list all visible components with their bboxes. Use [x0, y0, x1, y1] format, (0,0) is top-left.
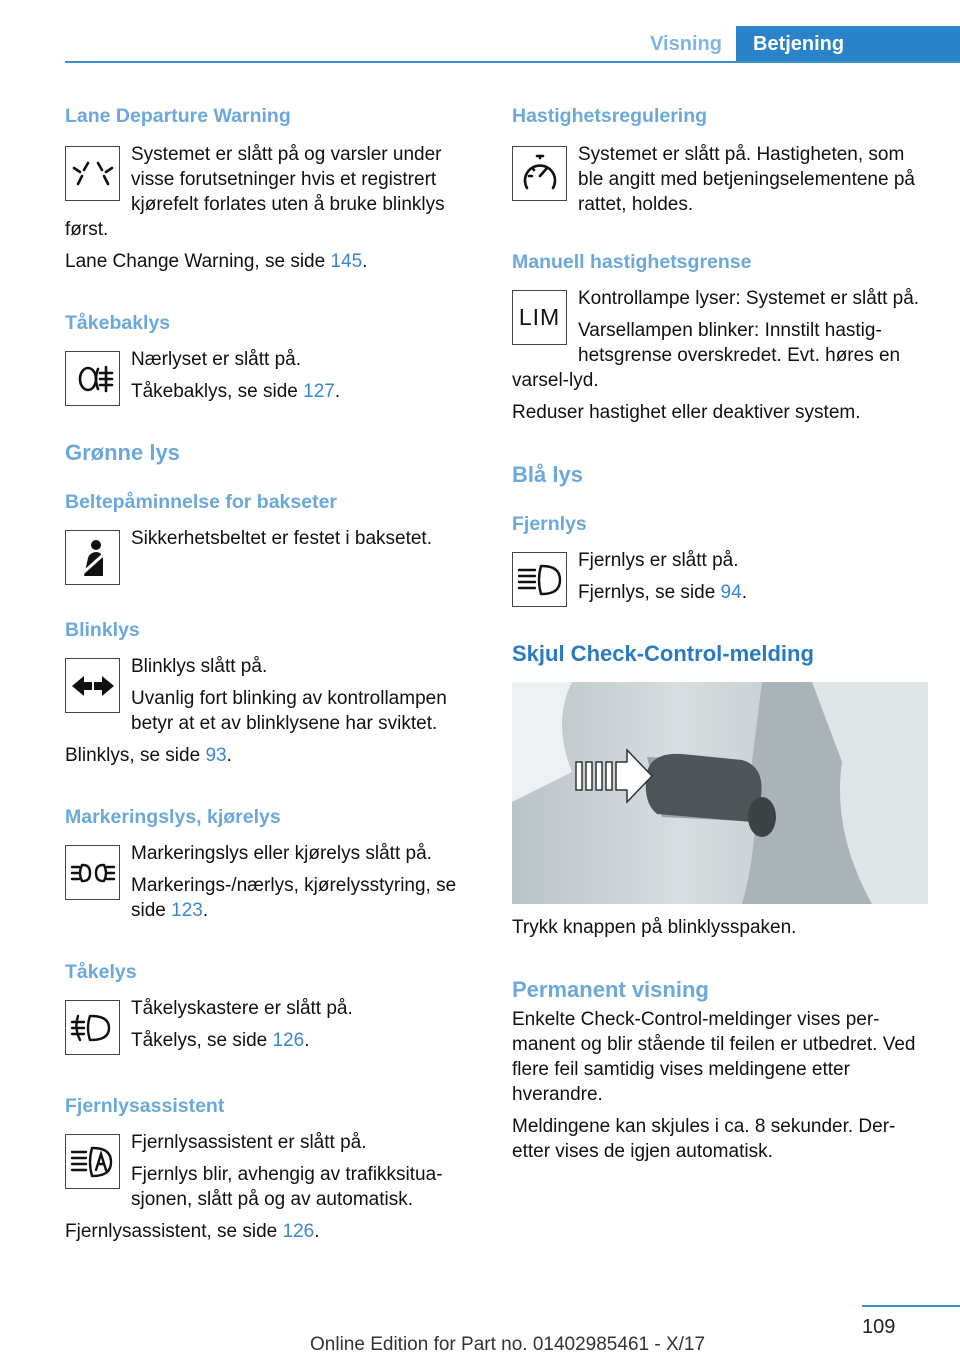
permanent-para2: Meldingene kan skjules i ca. 8 sekunder. Der-etter vises de igjen automatisk. — [512, 1116, 896, 1162]
rearfog-heading: Tåkebaklys — [65, 312, 171, 334]
highbeam-heading: Fjernlys — [512, 513, 587, 535]
hba-block — [65, 1130, 477, 1244]
limit-block — [512, 286, 930, 425]
green-lights-heading: Grønne lys — [65, 440, 180, 465]
tab-visning[interactable]: Visning — [650, 33, 722, 55]
lane-departure-icon — [65, 146, 120, 201]
cruise-block — [512, 142, 930, 217]
left-column — [65, 103, 477, 1244]
high-beam-icon — [512, 552, 567, 607]
fog-line1: Tåkelyskastere er slått på. — [131, 998, 353, 1019]
seatbelt-icon — [65, 530, 120, 585]
rear-fog-light-icon — [65, 351, 120, 406]
hba-ref: Fjernlysassistent, se side 126. — [65, 1221, 320, 1242]
rearfog-page-link[interactable]: 127 — [303, 381, 335, 402]
limit-line3: Reduser hastighet eller deaktiver system. — [512, 402, 861, 423]
marker-line1: Markeringslys eller kjørelys slått på. — [131, 843, 432, 864]
limit-line2: Varsellampen blinker: Innstilt hastig-hetsgrense overskredet. Evt. høres en varsel-lyd. — [512, 320, 901, 391]
cruise-text: Systemet er slått på. Hastigheten, som ble angitt med betjeningselementene på rattet, holdes. — [578, 144, 915, 215]
blink-line1: Blinklys slått på. — [131, 656, 268, 677]
blink-heading: Blinklys — [65, 619, 140, 641]
hide-caption: Trykk knappen på blinklysspaken. — [512, 917, 797, 938]
highbeam-line1: Fjernlys er slått på. — [578, 550, 739, 571]
blink-page-link[interactable]: 93 — [205, 745, 227, 766]
cruise-heading: Hastighetsregulering — [512, 105, 708, 127]
rearfog-ref: Tåkebaklys, se side 127. — [131, 381, 341, 402]
page-number: 109 — [862, 1316, 896, 1338]
blue-lights-heading: Blå lys — [512, 462, 583, 487]
belt-text: Sikkerhetsbeltet er festet i baksetet. — [131, 528, 432, 549]
edition-text: Online Edition for Part no. 01402985461 - X/17 — [310, 1334, 706, 1355]
rearfog-line1: Nærlyset er slått på. — [131, 349, 301, 370]
turn-signal-icon — [65, 658, 120, 713]
right-column — [512, 103, 930, 1164]
blink-ref: Blinklys, se side 93. — [65, 745, 232, 766]
parking-lights-icon — [65, 845, 120, 900]
fog-page-link[interactable]: 126 — [272, 1030, 305, 1051]
ldw-text: Systemet er slått på og varsler under visse forutsetninger hvis et registrert kjørefelt forlates uten å bruke blinklys først. — [65, 144, 445, 240]
hide-check-control-heading: Skjul Check-Control-melding — [512, 641, 814, 666]
hba-heading: Fjernlysassistent — [65, 1095, 225, 1117]
highbeam-block — [512, 548, 930, 609]
tab-betjening[interactable]: Betjening — [736, 26, 960, 62]
ldw-ref: Lane Change Warning, se side 145. — [65, 251, 368, 272]
permanent-heading: Permanent visning — [512, 977, 709, 1002]
highbeam-ref: Fjernlys, se side 94. — [578, 582, 747, 603]
hba-line2: Fjernlys blir, avhengig av trafikksitua-sjonen, slått på og av automatisk. — [131, 1164, 443, 1210]
belt-heading: Beltepåminnelse for bakseter — [65, 491, 338, 513]
belt-block — [65, 526, 477, 587]
cruise-control-icon — [512, 146, 567, 201]
blink-line2: Uvanlig fort blinking av kontrollampen betyr at et av blinklysene har sviktet. — [131, 688, 447, 734]
front-fog-light-icon — [65, 1000, 120, 1055]
ldw-page-link[interactable]: 145 — [330, 251, 363, 272]
limit-heading: Manuell hastighetsgrense — [512, 251, 752, 273]
footer-rule — [862, 1305, 960, 1307]
fog-ref: Tåkelys, se side 126. — [131, 1030, 310, 1051]
header-rule — [65, 61, 960, 63]
fog-block — [65, 996, 477, 1057]
high-beam-assistant-icon — [65, 1134, 120, 1189]
blink-block — [65, 654, 477, 768]
highbeam-page-link[interactable]: 94 — [720, 582, 742, 603]
limit-line1: Kontrollampe lyser: Systemet er slått på. — [578, 288, 920, 309]
hba-line1: Fjernlysassistent er slått på. — [131, 1132, 367, 1153]
turn-signal-stalk-photo — [512, 682, 928, 904]
speed-limiter-icon: LIM — [512, 290, 567, 345]
hba-page-link[interactable]: 126 — [282, 1221, 315, 1242]
marker-block — [65, 841, 477, 923]
rearfog-block — [65, 347, 477, 408]
permanent-para1: Enkelte Check-Control-meldinger vises per-manent og blir stående til feilen er utbedret. Ved flere feil samtidig vises meldingene etter hverandre. — [512, 1009, 916, 1105]
ldw-block — [65, 142, 477, 274]
marker-ref: Markerings-/nærlys, kjørelysstyring, se side 123. — [131, 875, 457, 921]
stalk-illustration — [512, 682, 928, 904]
fog-heading: Tåkelys — [65, 961, 137, 983]
marker-heading: Markeringslys, kjørelys — [65, 806, 281, 828]
ldw-heading: Lane Departure Warning — [65, 105, 291, 127]
marker-page-link[interactable]: 123 — [171, 900, 203, 921]
